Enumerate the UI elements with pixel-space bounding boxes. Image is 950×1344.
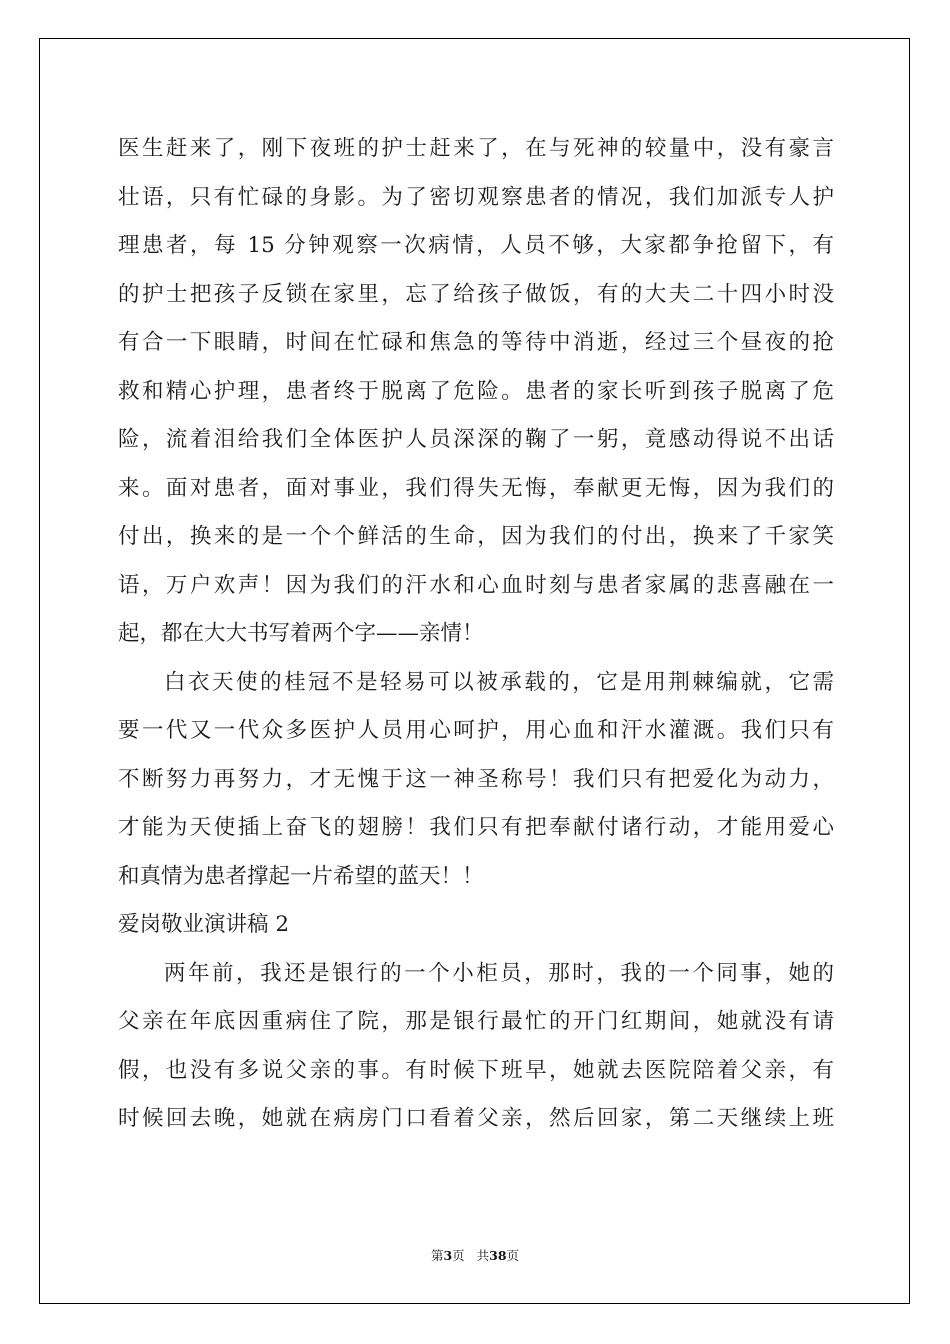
body-line-1: 医生赶来了，刚下夜班的护士赶来了，在与死神的较量中，没有豪言	[118, 136, 834, 161]
body-line-16: 和真情为患者撑起一片希望的蓝天！！	[118, 863, 484, 889]
current-page-number: 3	[443, 1248, 453, 1263]
body-line-21: 时候回去晚，她就在病房门口看着父亲，然后回家，第二天继续上班	[118, 1106, 834, 1131]
body-line-9: 付出，换来的是一个个鲜活的生命，因为我们的付出，换来了千家笑	[118, 524, 834, 549]
body-line-20: 假，也没有多说父亲的事。有时候下班早，她就去医院陪着父亲，有	[118, 1057, 834, 1083]
body-line-10: 语，万户欢声！因为我们的汗水和心血时刻与患者家属的悲喜融在一	[118, 572, 834, 598]
body-line-13: 要一代又一代众多医护人员用心呵护，用心血和汗水灌溉。我们只有	[118, 718, 834, 743]
body-line-6: 救和精心护理，患者终于脱离了危险。患者的家长听到孩子脱离了危	[118, 378, 834, 404]
body-line-2: 壮语，只有忙碌的身影。为了密切观察患者的情况，我们加派专人护	[118, 184, 834, 210]
body-line-19: 父亲在年底因重病住了院，那是银行最忙的开门红期间，她就没有请	[118, 1009, 834, 1034]
body-line-11: 起，都在大大书写着两个字——亲情！	[118, 621, 484, 646]
body-line-4: 的护士把孩子反锁在家里，忘了给孩子做饭，有的大夫二十四小时没	[118, 281, 834, 307]
footer-total-unit: 页	[506, 1248, 520, 1263]
document-body	[118, 125, 834, 1144]
body-line-15: 才能为天使插上奋飞的翅膀！我们只有把奉献付诸行动，才能用爱心	[118, 815, 834, 840]
footer-page-unit: 页	[452, 1248, 465, 1263]
body-line-18: 两年前，我还是银行的一个小柜员，那时，我的一个同事，她的	[164, 960, 834, 986]
body-line-8: 来。面对患者，面对事业，我们得失无悔，奉献更无悔，因为我们的	[118, 475, 834, 501]
body-line-3: 理患者，每 15 分钟观察一次病情，人员不够，大家都争抢留下，有	[118, 233, 834, 258]
footer-prefix: 第	[430, 1248, 444, 1263]
footer-total-prefix: 共	[476, 1248, 490, 1263]
body-line-14: 不断努力再努力，才无愧于这一神圣称号！我们只有把爱化为动力，	[118, 766, 834, 792]
section-heading: 爱岗敬业演讲稿 2	[118, 912, 290, 937]
page-footer	[0, 1246, 950, 1264]
body-line-12: 白衣天使的桂冠不是轻易可以被承载的，它是用荆棘编就，它需	[164, 669, 834, 695]
body-line-7: 险，流着泪给我们全体医护人员深深的鞠了一躬，竟感动得说不出话	[118, 427, 834, 452]
total-pages-number: 38	[489, 1248, 507, 1263]
body-line-5: 有合一下眼睛，时间在忙碌和焦急的等待中消逝，经过三个昼夜的抢	[118, 330, 834, 355]
